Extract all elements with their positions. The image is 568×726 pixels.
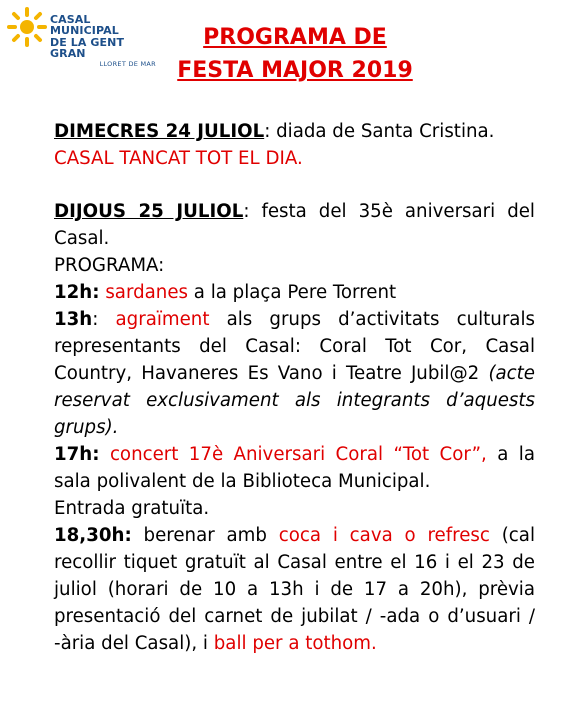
day1-heading: DIMECRES 24 JULIOL: [54, 121, 265, 142]
item-1830h-highlight1: coca i cava o refresc: [278, 525, 490, 546]
sun-icon: [6, 6, 48, 48]
page-title-line-2: FESTA MAJOR 2019: [177, 58, 413, 83]
programa-label: PROGRAMA:: [54, 255, 165, 276]
item-1830h-part1: berenar amb: [131, 525, 279, 546]
item-17h: [54, 441, 535, 495]
item-13h-time: 13h: [54, 309, 93, 330]
item-13h: [54, 306, 535, 441]
program-body: [54, 118, 535, 657]
item-12h-time: 12h:: [54, 282, 100, 303]
day1-description: : diada de Santa Cristina.: [264, 121, 495, 142]
day2-paragraph: [54, 198, 535, 252]
item-1830h: [54, 522, 535, 657]
item-1830h-part2: (cal recollir tiquet gratuït al Casal entre el 16 i el 23 de juliol (horari de 10 a 13h i de 17 a 20h), prèvia presentació del carnet de jubilat / -ada o d’usuari / -ària del Casal), i: [54, 525, 535, 654]
day1-notice: CASAL TANCAT TOT EL DIA.: [54, 148, 303, 169]
logo-line-2: DE LA GENT GRAN: [50, 36, 125, 60]
item-17h-entry: Entrada gratuïta.: [54, 498, 210, 519]
logo-line-3: LLORET DE MAR: [99, 60, 156, 68]
item-12h: [54, 279, 535, 306]
logo-line-1: CASAL MUNICIPAL: [50, 13, 119, 37]
day1-paragraph: [54, 118, 535, 145]
item-13h-highlight: agraïment: [115, 309, 210, 330]
item-17h-rest: a la sala polivalent de la Biblioteca Municipal.: [54, 444, 535, 492]
day2-description: : festa del 35è aniversari del Casal.: [54, 201, 535, 249]
item-17h-highlight: concert 17è Aniversari Coral “Tot Cor”,: [99, 444, 487, 465]
item-12h-highlight: sardanes: [105, 282, 188, 303]
item-13h-separator: :: [92, 309, 116, 330]
item-12h-rest: a la plaça Pere Torrent: [188, 282, 397, 303]
item-13h-rest: als grups d’activitats culturals representants del Casal: Coral Tot Cor, Casal Country, Havaneres Es Vano i Teatre Jubil@2: [54, 309, 535, 384]
item-1830h-highlight2: ball per a tothom.: [213, 633, 377, 654]
day2-heading: DIJOUS 25 JULIOL: [54, 201, 244, 222]
page-title-line-1: PROGRAMA DE: [203, 25, 387, 50]
item-13h-note: (acte reservat exclusivament als integrants d’aquests grups).: [54, 363, 535, 438]
item-1830h-time: 18,30h:: [54, 525, 132, 546]
item-17h-time: 17h:: [54, 444, 100, 465]
